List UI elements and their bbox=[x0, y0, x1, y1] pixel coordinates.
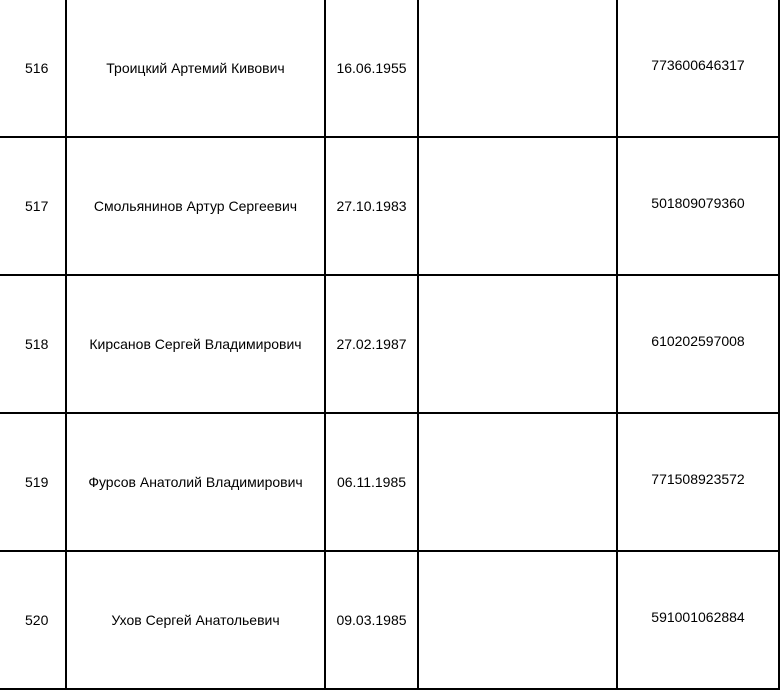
row-number-cell: 520 bbox=[0, 551, 66, 689]
inn-cell: 771508923572 bbox=[617, 413, 779, 551]
empty-cell bbox=[418, 137, 617, 275]
inn-cell: 610202597008 bbox=[617, 275, 779, 413]
birth-date-cell: 27.02.1987 bbox=[325, 275, 418, 413]
row-number-cell: 516 bbox=[0, 0, 66, 137]
empty-cell bbox=[418, 275, 617, 413]
full-name-cell: Кирсанов Сергей Владимирович bbox=[66, 275, 325, 413]
empty-cell bbox=[418, 0, 617, 137]
empty-cell bbox=[418, 551, 617, 689]
table-row bbox=[0, 551, 779, 689]
table-row bbox=[0, 413, 779, 551]
table-row bbox=[0, 137, 779, 275]
row-number-cell: 517 bbox=[0, 137, 66, 275]
table-row bbox=[0, 0, 779, 137]
inn-cell: 773600646317 bbox=[617, 0, 779, 137]
empty-cell bbox=[418, 413, 617, 551]
birth-date-cell: 27.10.1983 bbox=[325, 137, 418, 275]
full-name-cell: Смольянинов Артур Сергеевич bbox=[66, 137, 325, 275]
full-name-cell: Троицкий Артемий Кивович bbox=[66, 0, 325, 137]
inn-cell: 591001062884 bbox=[617, 551, 779, 689]
table-row bbox=[0, 275, 779, 413]
full-name-cell: Ухов Сергей Анатольевич bbox=[66, 551, 325, 689]
birth-date-cell: 09.03.1985 bbox=[325, 551, 418, 689]
row-number-cell: 519 bbox=[0, 413, 66, 551]
birth-date-cell: 06.11.1985 bbox=[325, 413, 418, 551]
full-name-cell: Фурсов Анатолий Владимирович bbox=[66, 413, 325, 551]
birth-date-cell: 16.06.1955 bbox=[325, 0, 418, 137]
inn-cell: 501809079360 bbox=[617, 137, 779, 275]
row-number-cell: 518 bbox=[0, 275, 66, 413]
